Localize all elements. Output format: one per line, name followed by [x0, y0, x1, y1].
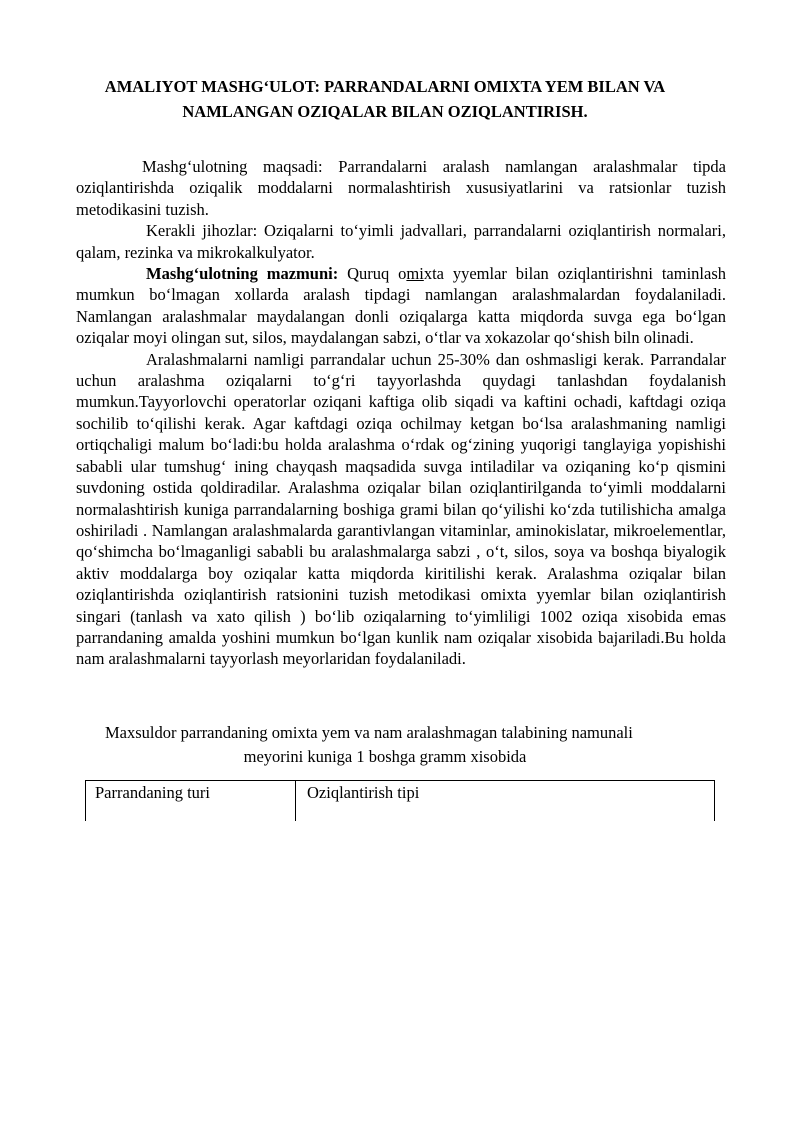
paragraph-equipment: Kerakli jihozlar: Oziqalarni to‘yimli jadvallari, parrandalarni oziqlantirish normalari, qalam, rezinka va mikrokalkulyator.	[76, 221, 726, 262]
page-title-line-2: NAMLANGAN OZIQALAR BILAN OZIQLANTIRISH.	[182, 102, 588, 121]
paragraph-content-underlined-text: mi	[406, 264, 424, 284]
table-column-divider	[295, 781, 296, 821]
table-right-border	[714, 781, 715, 821]
paragraph-content	[76, 263, 726, 349]
paragraph-purpose: Mashg‘ulotning maqsadi: Parrandalarni aralash namlangan aralashmalar tipda oziqlantirishda oziqalik moddalarni normalashtirish xususiyatlarini va ratsionlar tuzish metodikasini tuzish.	[76, 157, 726, 219]
table-caption-line-2: meyorini kuniga 1 boshga gramm xisobida	[243, 747, 527, 766]
table-caption-line-1: Maxsuldor parrandaning omixta yem va nam aralashmagan talabining namunali	[105, 723, 633, 742]
paragraph-method: Aralashmalarni namligi parrandalar uchun 25-30% dan oshmasligi kerak. Parrandalar uchun aralashma oziqalarni to‘g‘ri tayyorlashda quydagi tanlashdan foydalanish mumkun.Tayyorlovchi operatorlar oziqani kaftiga olib siqadi va kaftini ochadi, kaftdagi oziqa sochilib to‘qilishi kerak. Agar kaftdagi oziqa ochilmay ketgan bo‘lsa aralashmaning namligi ortiqchaligi malum bo‘ladi:bu holda aralashma o‘rdak og‘zining yuqorigi tanglayiga yopishishi sababli ular tumshug‘ ining chayqash maqsadida suvga intiladilar va oziqaning ko‘p qismini suvdoning ostida qoldiradilar. Aralashma oziqalar bilan oziqlantirilganda to‘yimli moddalarni normalashtirish kuniga parrandalarning boshiga grami bilan qo‘yilishi ko‘zda tutilishicha amalga oshiriladi . Namlangan aralashmalarda garantivlangan vitaminlar, aminokislatar, mikroelementlar, qo‘shimcha bo‘lmaganligi sababli bu aralashmalarga sabzi , o‘t, silos, soya va boshqa biyalogik aktiv moddalarga boy oziqalar katta miqdorda kiritilishi kerak. Aralashma oziqalar bilan oziqlantirishda oziqlantirish ratsionini tuzish metodikasi omixta yyemlar bilan oziqlantirish singari (tanlash va xato qilish ) bo‘lib oziqalarning to‘yimliligi 1002 oziqa xisobida emas parrandaning amalda yoshini mumkun bo‘lgan kunlik nam oziqalar xisobida bajariladi.Bu holda nam aralashmalarni tayyorlash meyorlaridan foydalaniladi.	[76, 349, 726, 669]
paragraph-content-text-b: xta yyemlar bilan oziqlantirishni taminlash mumkun bo‘lmagan xollarda aralash tipdagi namlangan aralashmalardan foydalaniladi. Namlangan aralashmalar maydalangan donli oziqalarga katta miqdorda suvga ega bo‘lgan oziqalar moyi olingan sut, silos, maydalangan sabzi, o‘tlar va xokazolar qo‘shish biln olinadi.	[76, 264, 726, 348]
paragraph-content-label: Mashg‘ulotning mazmuni:	[146, 264, 339, 284]
feeding-norms-table	[85, 780, 715, 820]
table-header-bird-type: Parrandaning turi	[95, 783, 211, 802]
table-header-feeding-type: Oziqlantirish tipi	[307, 783, 420, 802]
paragraph-content-text-a: Quruq o	[338, 264, 407, 284]
table-left-border	[85, 781, 86, 821]
document-body	[76, 156, 726, 670]
page-title-line-1: AMALIYOT MASHG‘ULOT: PARRANDALARNI OMIXTA YEM BILAN VA	[104, 77, 666, 96]
page-title	[0, 74, 770, 124]
